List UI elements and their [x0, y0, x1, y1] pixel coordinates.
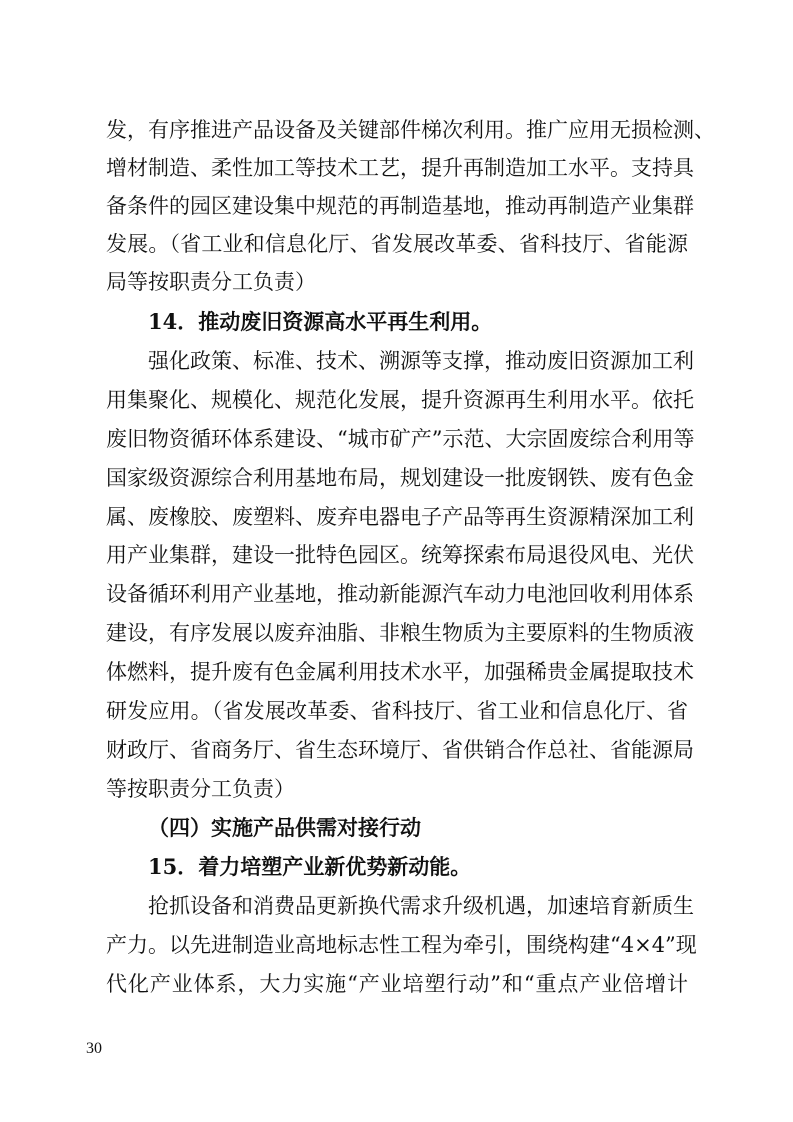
paragraph-2-line-8: 建设，有序发展以废弃油脂、非粮生物质为主要原料的生物质液	[106, 621, 694, 645]
paragraph-2-line-7: 设备循环利用产业基地，推动新能源汽车动力电池回收利用体系	[106, 582, 694, 606]
paragraph-2-line-1: 强化政策、标准、技术、溯源等支撑，推动废旧资源加工利	[148, 349, 694, 373]
paragraph-3-line-1: 抢抓设备和消费品更新换代需求升级机遇，加速培育新质生	[148, 894, 694, 918]
paragraph-2-line-5: 属、废橡胶、废塑料、废弃电器电子产品等再生资源精深加工利	[106, 505, 694, 529]
paragraph-1-line-2: 增材制造、柔性加工等技术工艺，提升再制造加工水平。支持具	[106, 156, 694, 180]
paragraph-2-line-3: 废旧物资循环体系建设、“城市矿产”示范、大宗固废综合利用等	[106, 427, 695, 451]
page-number: 30	[86, 1040, 102, 1057]
heading-15: 15．着力培塑产业新优势新动能。	[148, 854, 472, 879]
paragraph-2-line-12: 等按职责分工负责）	[106, 777, 295, 801]
paragraph-2-line-10: 研发应用。（省发展改革委、省科技厅、省工业和信息化厅、省	[106, 699, 688, 723]
paragraph-1-line-1: 发，有序推进产品设备及关键部件梯次利用。推广应用无损检测、	[106, 118, 715, 142]
paragraph-3-line-2: 产力。以先进制造业高地标志性工程为牵引，围绕构建“4×4”现	[106, 933, 697, 957]
paragraph-2-line-4: 国家级资源综合利用基地布局，规划建设一批废钢铁、废有色金	[106, 466, 694, 490]
paragraph-2-line-6: 用产业集群，建设一批特色园区。统筹探索布局退役风电、光伏	[106, 543, 694, 567]
heading-14: 14．推动废旧资源高水平再生利用。	[148, 309, 493, 334]
paragraph-3-line-3: 代化产业体系，大力实施“产业培塑行动”和“重点产业倍增计	[106, 972, 688, 996]
paragraph-1-line-3: 备条件的园区建设集中规范的再制造基地，推动再制造产业集群	[106, 194, 694, 218]
paragraph-2-line-11: 财政厅、省商务厅、省生态环境厅、省供销合作总社、省能源局	[106, 738, 694, 762]
paragraph-1-line-4: 发展。（省工业和信息化厅、省发展改革委、省科技厅、省能源	[106, 232, 688, 256]
paragraph-2-line-2: 用集聚化、规模化、规范化发展，提升资源再生利用水平。依托	[106, 388, 694, 412]
paragraph-2-line-9: 体燃料，提升废有色金属利用技术水平，加强稀贵金属提取技术	[106, 660, 694, 684]
paragraph-1-line-5: 局等按职责分工负责）	[106, 270, 316, 294]
section-4-heading: （四）实施产品供需对接行动	[148, 815, 421, 840]
